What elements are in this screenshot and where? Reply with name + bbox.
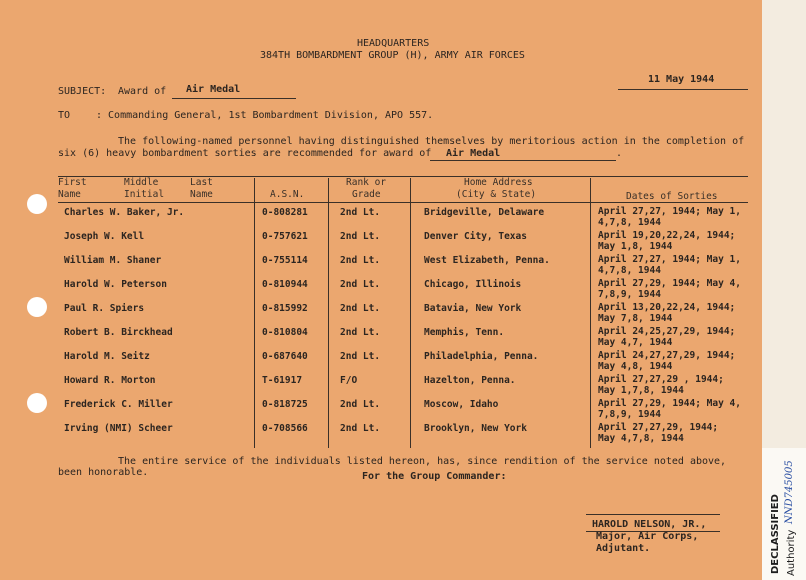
cell-home: Hazelton, Penna. [424,375,516,386]
to-label: TO [58,110,71,121]
declassified-stamp [762,448,806,580]
cell-asn: 0-810804 [262,327,308,338]
cell-rank: F/O [340,375,358,386]
cell-name: Joseph W. Kell [64,231,145,242]
memo-date: 11 May 1944 [648,74,715,85]
cell-dates2: May 4,7, 1944 [598,337,673,348]
cell-asn: 0-708566 [262,423,308,434]
column-rule-4 [590,178,591,448]
cell-dates1: April 27,29, 1944; May 4, [598,398,741,409]
cell-name: Robert B. Birckhead [64,327,173,338]
intro-line-2-suffix: . [616,148,623,159]
cell-asn: 0-815992 [262,303,308,314]
cell-asn: 0-818725 [262,399,308,410]
header-line-1: HEADQUARTERS [357,38,430,49]
signature-name: HAROLD NELSON, JR., [592,519,707,530]
cell-rank: 2nd Lt. [340,255,381,266]
cell-rank: 2nd Lt. [340,207,381,218]
cell-asn: 0-810944 [262,279,308,290]
cell-home: Memphis, Tenn. [424,327,505,338]
intro-line-1: The following-named personnel having distinguished themselves by meritorious action in the completion of [118,136,745,147]
header-city-state: (City & State) [456,189,537,200]
column-rule-2 [328,178,329,448]
table-top-rule [58,176,748,177]
cell-home: Moscow, Idaho [424,399,499,410]
stamp-authority-label: Authority [786,529,797,576]
cell-home: Brooklyn, New York [424,423,527,434]
cell-name: Harold W. Peterson [64,279,167,290]
intro-award: Air Medal [446,148,501,159]
cell-dates2: 7,8,9, 1944 [598,409,661,420]
header-asn: A.S.N. [270,189,305,200]
cell-home: West Elizabeth, Penna. [424,255,550,266]
stamp-declassified: DECLASSIFIED [770,494,781,574]
cell-dates2: May 1,7,8, 1944 [598,385,684,396]
cell-dates1: April 13,20,22,24, 1944; [598,302,736,313]
cell-rank: 2nd Lt. [340,279,381,290]
punch-hole [27,194,47,214]
table-header-rule [58,202,748,203]
cell-dates2: 7,8,9, 1944 [598,289,661,300]
signature-role: Adjutant. [596,543,651,554]
stamp-authority-value: NND745005 [784,460,795,524]
cell-dates2: 4,7,8, 1944 [598,217,661,228]
cell-dates1: April 27,27, 1944; May 1, [598,206,741,217]
cell-dates1: April 27,27, 1944; May 1, [598,254,741,265]
header-line-2: 384TH BOMBARDMENT GROUP (H), ARMY AIR FORCES [260,50,525,61]
cell-asn: 0-808281 [262,207,308,218]
cell-rank: 2nd Lt. [340,399,381,410]
cell-name: Frederick C. Miller [64,399,173,410]
closing-line-2: been honorable. [58,467,149,478]
cell-dates2: May 4,8, 1944 [598,361,673,372]
cell-dates2: 4,7,8, 1944 [598,265,661,276]
signature-top-rule [586,514,720,515]
cell-dates1: April 19,20,22,24, 1944; [598,230,736,241]
subject-value: Air Medal [186,84,241,95]
cell-dates1: April 27,27,29 , 1944; [598,374,724,385]
cell-rank: 2nd Lt. [340,327,381,338]
closing-line-1: The entire service of the individuals listed hereon, has, since rendition of the service noted above, [118,456,727,467]
column-rule-1 [254,178,255,448]
cell-dates1: April 27,29, 1944; May 4, [598,278,741,289]
cell-rank: 2nd Lt. [340,351,381,362]
cell-name: Charles W. Baker, Jr. [64,207,185,218]
cell-home: Batavia, New York [424,303,522,314]
for-group-commander: For the Group Commander: [362,471,507,482]
header-rank: Rank or [346,177,387,188]
cell-dates2: May 4,7,8, 1944 [598,433,684,444]
header-first-name: Name [58,189,81,200]
subject-underline [172,98,296,99]
cell-home: Philadelphia, Penna. [424,351,539,362]
cell-rank: 2nd Lt. [340,303,381,314]
cell-name: William M. Shaner [64,255,162,266]
cell-dates1: April 24,25,27,29, 1944; [598,326,736,337]
cell-asn: T-61917 [262,375,303,386]
header-last: Last [190,177,213,188]
header-initial: Initial [124,189,165,200]
cell-name: Irving (NMI) Scheer [64,423,173,434]
cell-dates2: May 7,8, 1944 [598,313,673,324]
cell-name: Harold M. Seitz [64,351,150,362]
subject-label: SUBJECT: [58,86,107,97]
cell-asn: 0-755114 [262,255,308,266]
intro-award-underline [430,160,616,161]
punch-hole [27,297,47,317]
punch-hole [27,393,47,413]
column-rule-3 [410,178,411,448]
subject-prefix: Award of [118,86,167,97]
header-home: Home Address [464,177,533,188]
cell-dates1: April 27,27,29, 1944; [598,422,719,433]
header-first: First [58,177,87,188]
cell-dates1: April 24,27,27,29, 1944; [598,350,736,361]
cell-dates2: May 1,8, 1944 [598,241,673,252]
header-grade: Grade [352,189,381,200]
cell-name: Paul R. Spiers [64,303,145,314]
to-value: : Commanding General, 1st Bombardment Division, APO 557. [96,110,434,121]
signature-title: Major, Air Corps, [596,531,699,542]
cell-rank: 2nd Lt. [340,231,381,242]
cell-name: Howard R. Morton [64,375,156,386]
header-middle: Middle [124,177,159,188]
cell-asn: 0-687640 [262,351,308,362]
cell-rank: 2nd Lt. [340,423,381,434]
date-underline [618,89,748,90]
header-last-name: Name [190,189,213,200]
cell-home: Denver City, Texas [424,231,527,242]
header-dates: Dates of Sorties [626,191,718,202]
cell-asn: 0-757621 [262,231,308,242]
cell-home: Chicago, Illinois [424,279,522,290]
intro-line-2-prefix: six (6) heavy bombardment sorties are recommended for award of [58,148,432,159]
cell-home: Bridgeville, Delaware [424,207,545,218]
